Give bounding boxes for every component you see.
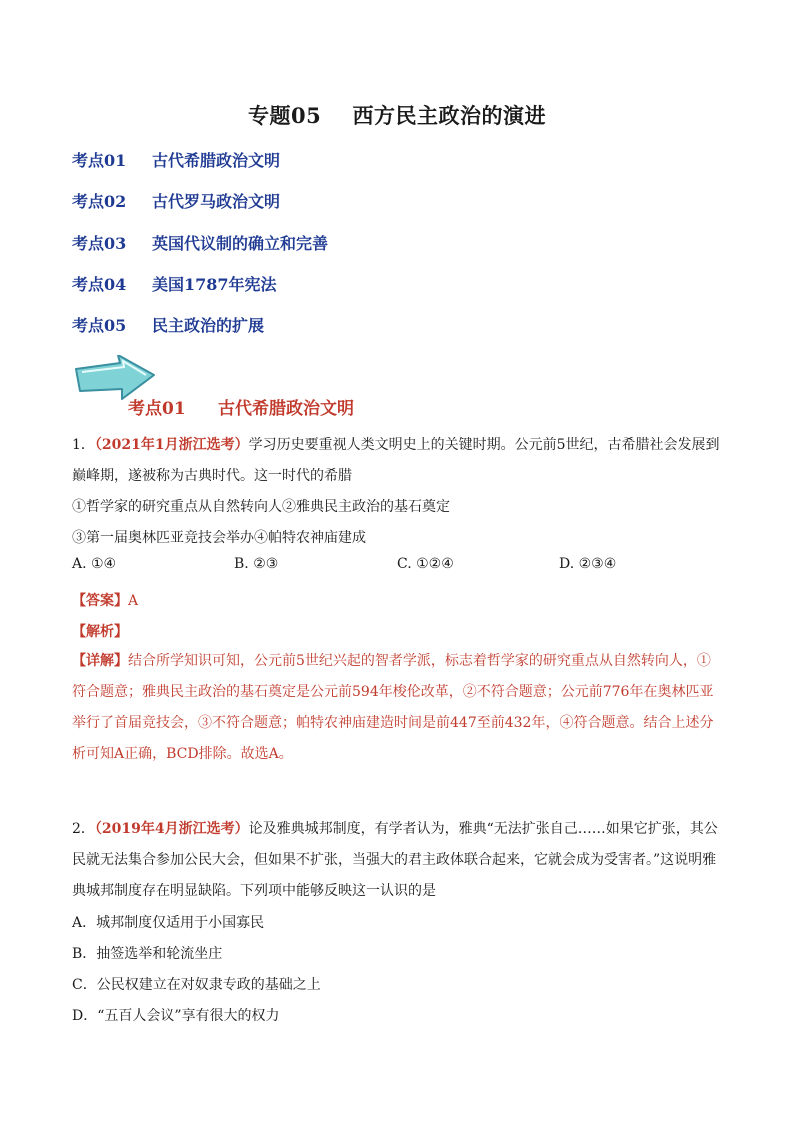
toc-label: 民主政治的扩展 xyxy=(152,316,265,335)
q1-items-line1: ①哲学家的研究重点从自然转向人②雅典民主政治的基石奠定 xyxy=(72,499,450,515)
q1-detail xyxy=(72,646,724,770)
analysis-label: 【解析】 xyxy=(72,624,128,640)
q1-analysis-label xyxy=(72,621,128,641)
q2-option-a: A．城邦制度仅适用于小国寡民 xyxy=(72,915,265,931)
q1-option-b: B. ②③ xyxy=(234,556,279,572)
q1-stem xyxy=(72,430,724,492)
q2-option-b: B．抽签选举和轮流坐庄 xyxy=(72,946,223,962)
answer-label: 【答案】 xyxy=(72,593,128,609)
q1-option-d: D. ②③④ xyxy=(559,556,617,572)
toc-code: 考点04 xyxy=(72,275,127,294)
toc-item-03 xyxy=(72,231,328,254)
q1-number: 1． xyxy=(72,437,95,453)
detail-text: 结合所学知识可知，公元前5世纪兴起的智者学派，标志着哲学家的研究重点从自然转向人，①符合题意；雅典民主政治的基石奠定是公元前594年梭伦改革，②不符合题意；公元前776年在奥林匹亚举行了首届竞技会，③不符合题意；帕特农神庙建造时间是前447至前432年，④符合题意。结合上述分析可知A正确，BCD排除。故选A。 xyxy=(72,653,714,762)
toc-item-01 xyxy=(72,148,280,171)
q2-stem xyxy=(72,814,724,907)
q2-stem-text: 论及雅典城邦制度，有学者认为，雅典“无法扩张自己……如果它扩张，其公民就无法集合参加公民大会，但如果不扩张，当强大的君主政体联合起来，它就会成为受害者。”这说明雅典城邦制度存在明显缺陷。下列项中能够反映这一认识的是 xyxy=(72,821,718,899)
q1-option-c: C. ①②④ xyxy=(397,556,454,572)
answer-value: A xyxy=(128,593,139,609)
q2-option-d: D．“五百人会议”享有很大的权力 xyxy=(72,1008,280,1024)
toc-item-02 xyxy=(72,189,280,212)
q2-source: （2019年4月浙江选考） xyxy=(94,821,249,837)
section-code: 考点01 xyxy=(128,399,186,419)
q2-number: 2． xyxy=(72,821,95,837)
q1-answer xyxy=(72,590,138,610)
toc-code: 考点01 xyxy=(72,151,127,170)
toc-code: 考点02 xyxy=(72,192,127,211)
q1-options xyxy=(72,556,724,582)
section-label: 古代希腊政治文明 xyxy=(218,399,354,419)
toc-label: 古代希腊政治文明 xyxy=(152,151,281,170)
toc-item-05 xyxy=(72,313,264,336)
q1-source: （2021年1月浙江选考） xyxy=(94,437,249,453)
toc-code: 考点05 xyxy=(72,316,127,335)
q1-option-a: A. ①④ xyxy=(72,556,117,572)
q1-stem-text: 学习历史要重视人类文明史上的关键时期。公元前5世纪，古希腊社会发展到巅峰期，遂被称为古典时代。这一时代的希腊 xyxy=(72,437,720,484)
section-heading xyxy=(128,394,354,419)
q2-option-c: C．公民权建立在对奴隶专政的基础之上 xyxy=(72,977,321,993)
toc-item-04 xyxy=(72,272,277,295)
toc-code: 考点03 xyxy=(72,234,127,253)
page-title: 专题05 西方民主政治的演进 xyxy=(248,103,546,128)
toc-label: 美国1787年宪法 xyxy=(152,275,277,294)
detail-label: 【详解】 xyxy=(72,653,128,669)
toc-label: 古代罗马政治文明 xyxy=(152,192,281,211)
toc-label: 英国代议制的确立和完善 xyxy=(152,234,329,253)
q1-items-line2: ③第一届奥林匹亚竞技会举办④帕特农神庙建成 xyxy=(72,530,366,546)
